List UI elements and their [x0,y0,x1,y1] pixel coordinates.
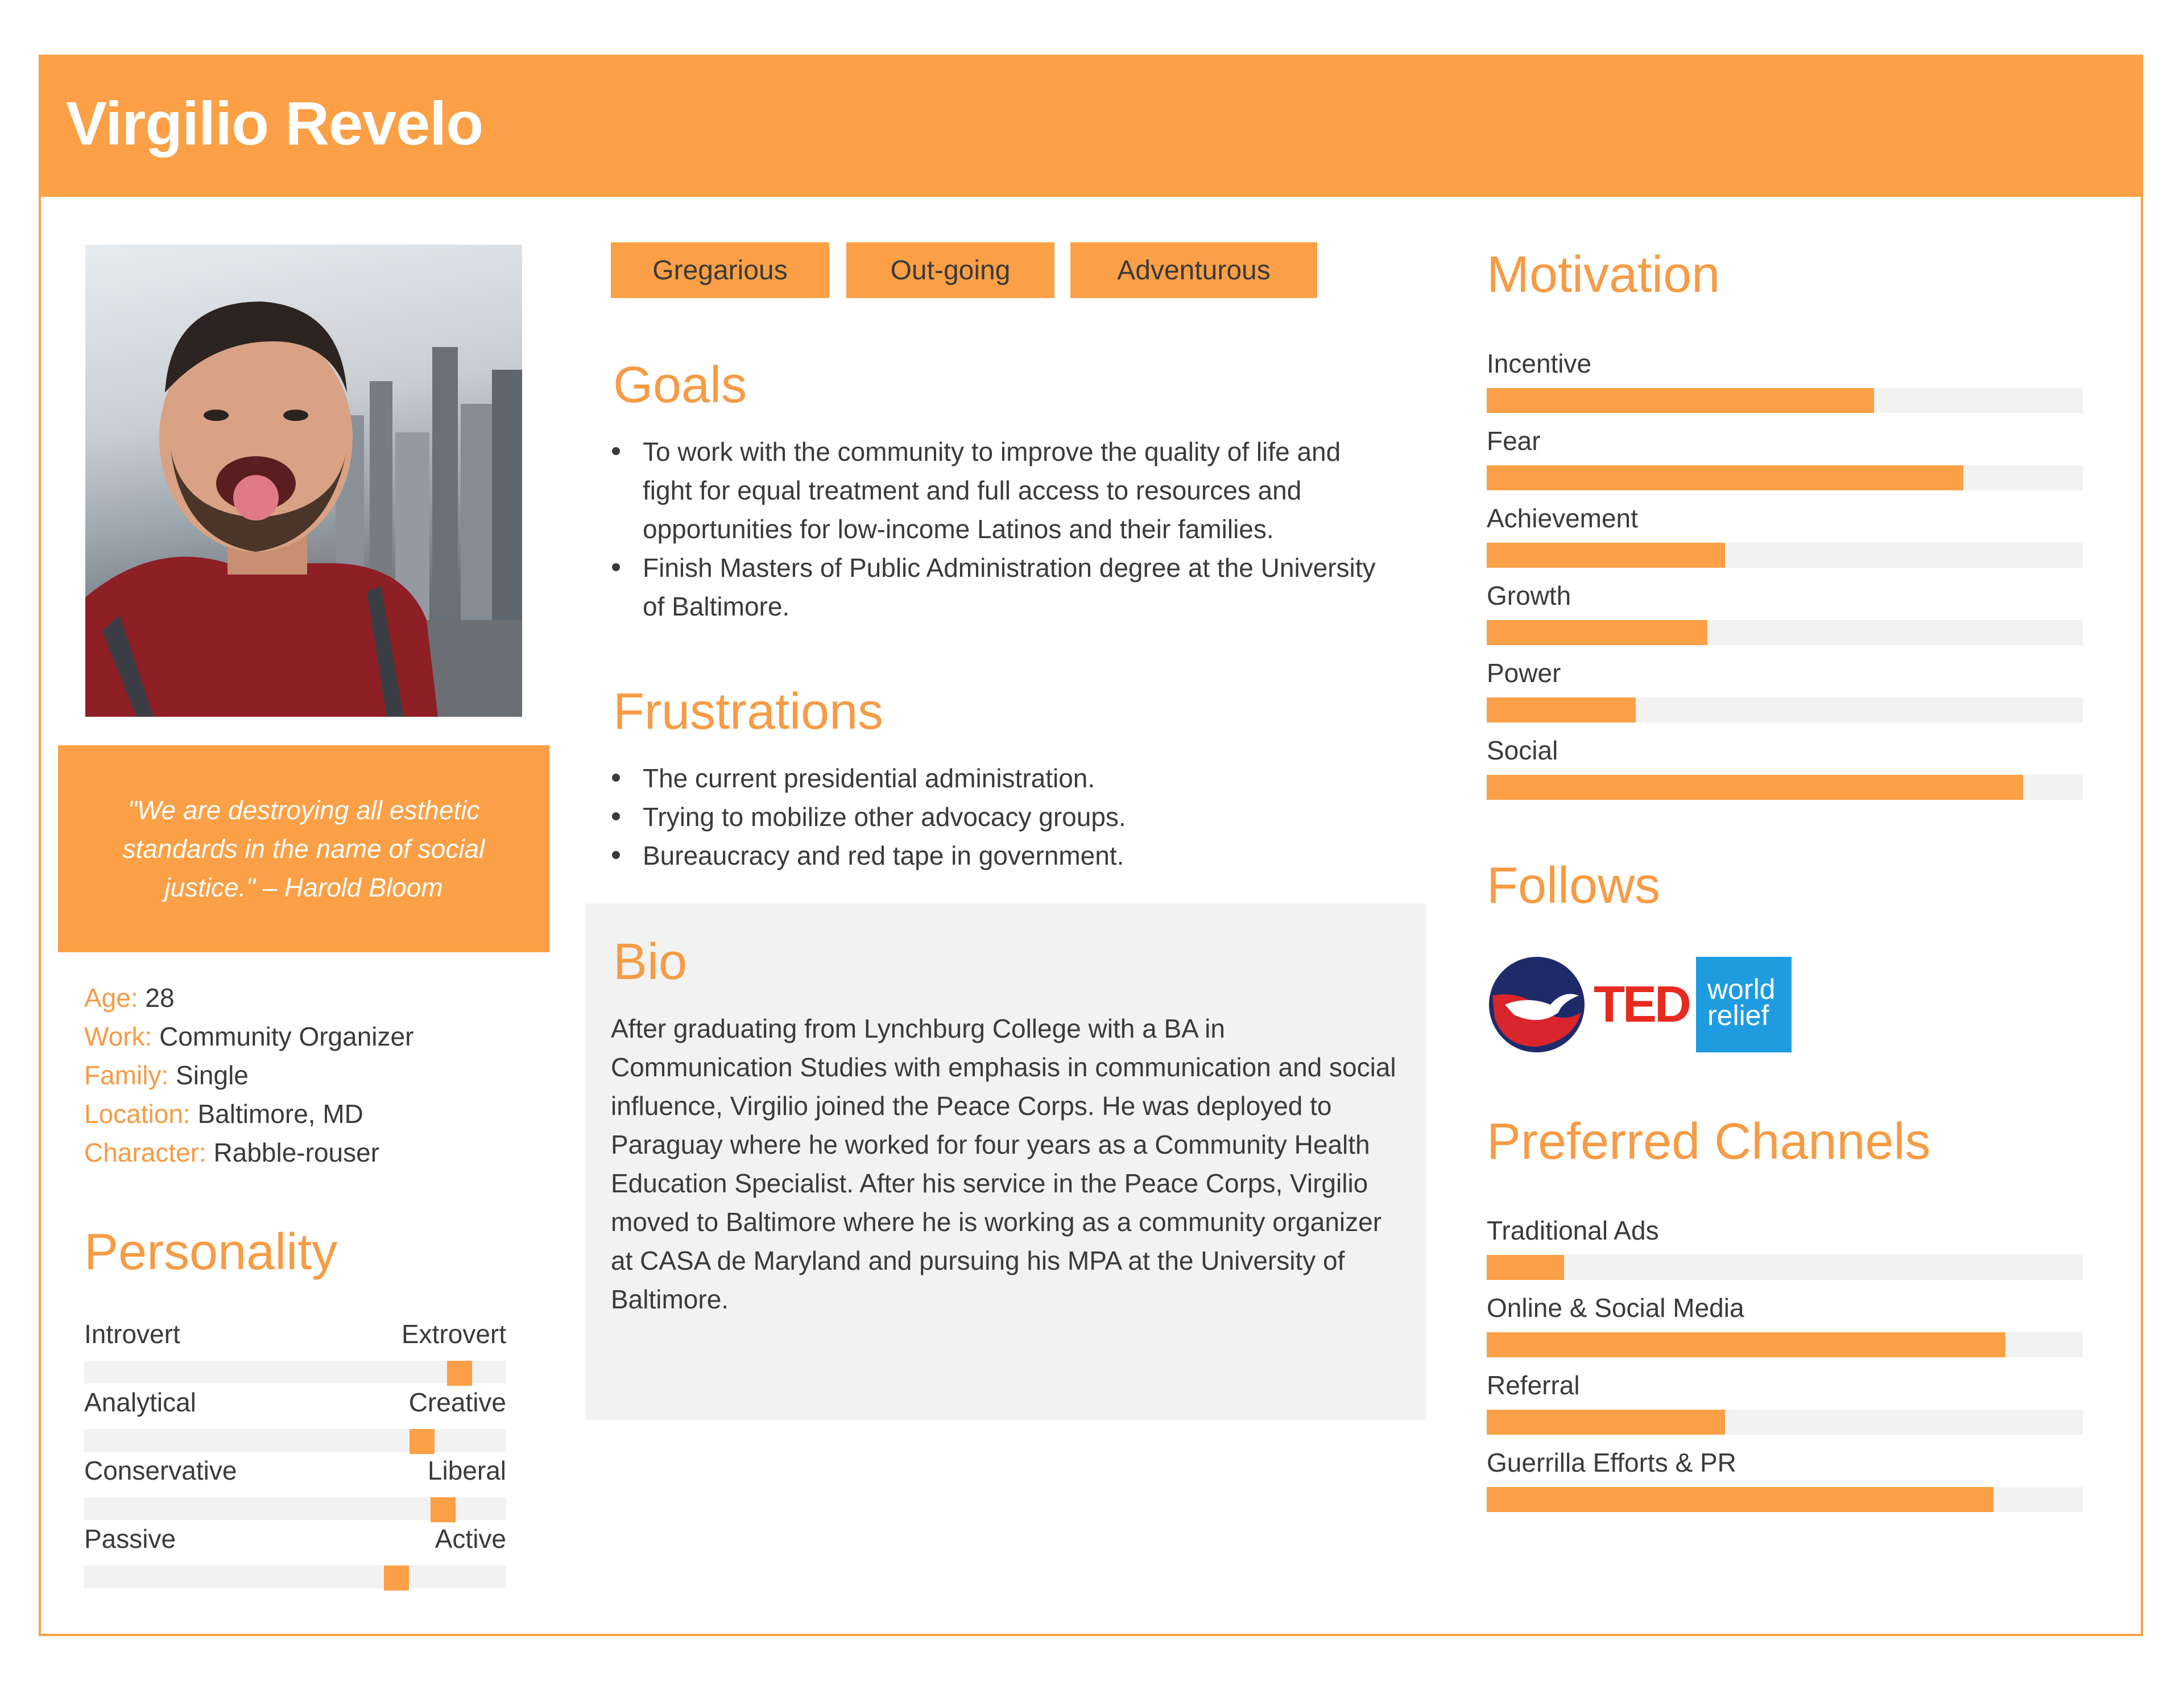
persona-photo [85,245,522,717]
motivation-label: Power [1487,658,1561,688]
motivation-label: Achievement [1487,503,1638,533]
frustrations-list [611,759,1396,875]
fact-work: Work: Community Organizer [84,1022,414,1051]
motivation-track [1487,620,2083,645]
motivation-track [1487,465,2083,490]
channel-label: Online & Social Media [1487,1293,1744,1323]
persona-quote [58,745,549,952]
list-item: Finish Masters of Public Administration degree at the University of Baltimore. [611,548,1396,626]
motivation-bar [1487,775,2023,800]
motivation-label: Growth [1487,581,1571,610]
list-item: Bureaucracy and red tape in government. [611,836,1396,875]
fact-character: Character: Rabble-rouser [84,1138,380,1167]
quote-text: "We are destroying all esthetic standards in the name of social justice." – Harold Bloom [122,795,485,902]
personality-track [84,1497,506,1520]
personality-scale: Introvert Extrovert [84,1319,506,1349]
motivation-bar [1487,465,1963,490]
list-item: To work with the community to improve the quality of life and fight for equal treatment and full access to resources and opportunities for low-income Latinos and their families. [611,432,1396,548]
goals-title: Goals [613,357,747,414]
personality-title: Personality [84,1224,338,1281]
channel-label: Referral [1487,1370,1580,1400]
motivation-bar [1487,620,1707,645]
motivation-track [1487,388,2083,413]
channel-track [1487,1332,2083,1357]
channels-title: Preferred Channels [1487,1113,1931,1170]
motivation-bar [1487,697,1636,722]
motivation-bar [1487,543,1725,568]
fact-location: Location: Baltimore, MD [84,1099,363,1129]
list-item: Trying to mobilize other advocacy groups. [611,798,1396,836]
channel-bar [1487,1410,1725,1435]
fact-family: Family: Single [84,1060,249,1090]
channel-track [1487,1255,2083,1280]
channel-track [1487,1410,2083,1435]
list-item: The current presidential administration. [611,759,1396,798]
personality-track [84,1566,506,1588]
bio-title: Bio [613,934,688,990]
personality-marker [447,1361,472,1386]
follows-title: Follows [1487,857,1661,914]
persona-name: Virgilio Revelo [66,89,483,158]
motivation-label: Social [1487,736,1558,765]
motivation-title: Motivation [1487,246,1720,303]
ted-logo: TED [1594,976,1689,1033]
trait-tag: Gregarious [611,242,829,298]
dove-logo [1488,956,1586,1054]
motivation-track [1487,775,2083,800]
persona-facts [84,978,413,1172]
frustrations-title: Frustrations [613,683,884,740]
channel-track [1487,1487,2083,1512]
trait-tag: Adventurous [1070,242,1317,298]
header-banner [39,55,2143,197]
goals-list [611,432,1396,626]
personality-track [84,1361,506,1383]
bio-text: After graduating from Lynchburg College with a BA in Communication Studies with emphasis in communication and social influence, Virgilio joined the Peace Corps. He was deployed to Paraguay where he worked for four years as a Community Health Education Specialist. After his service in the Peace Corps, Virgilio moved to Baltimore where he is working as a community organizer at CASA de Maryland and pursuing his MPA at the University of Baltimore. [611,1014,1396,1314]
personality-scale: Conservative Liberal [84,1455,506,1486]
channel-bar [1487,1332,2005,1357]
motivation-track [1487,543,2083,568]
world-relief-logo: world relief [1696,957,1792,1052]
motivation-track [1487,697,2083,722]
personality-scale: Analytical Creative [84,1387,506,1418]
personality-marker [384,1566,409,1591]
channel-bar [1487,1255,1564,1280]
channel-bar [1487,1487,1993,1512]
channel-label: Traditional Ads [1487,1216,1659,1245]
motivation-label: Fear [1487,426,1541,456]
personality-scale: Passive Active [84,1523,506,1554]
personality-marker [410,1429,435,1454]
personality-track [84,1429,506,1452]
motivation-label: Incentive [1487,349,1592,378]
trait-tag: Out-going [846,242,1054,298]
motivation-bar [1487,388,1874,413]
personality-marker [431,1497,456,1522]
fact-age: Age: 28 [84,983,175,1013]
channel-label: Guerrilla Efforts & PR [1487,1448,1736,1477]
follows-logos [1488,956,1792,1054]
